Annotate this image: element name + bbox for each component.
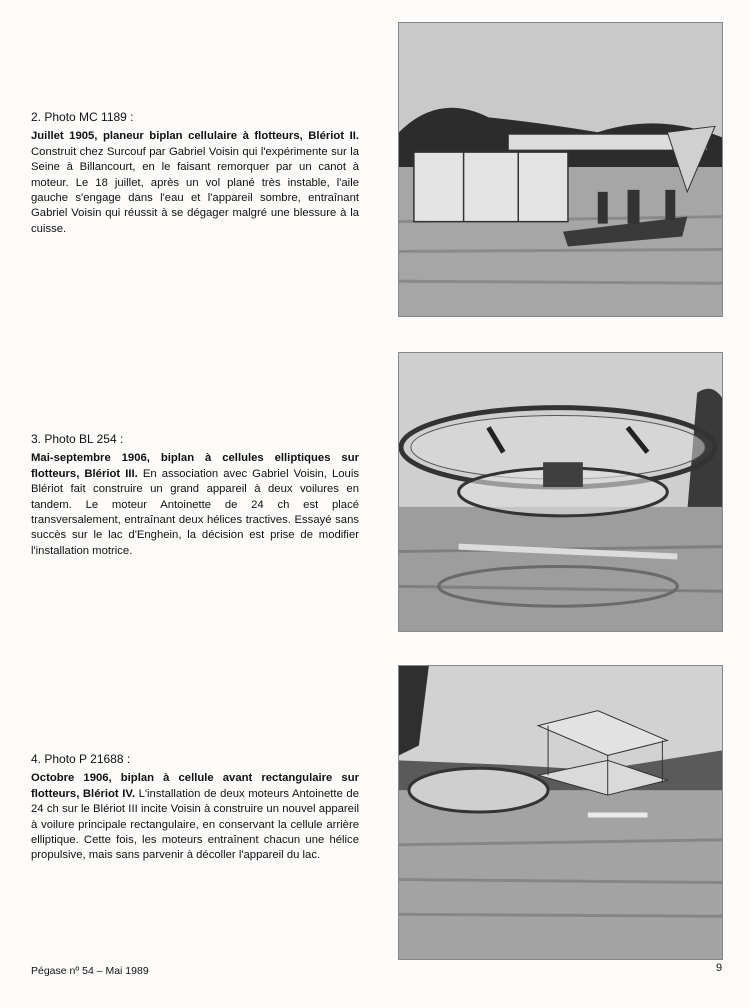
caption-headline: Octobre 1906, biplan à cellule avant rectangulaire sur flotteurs, Blériot IV.	[31, 772, 359, 800]
caption-photo-2	[31, 110, 359, 237]
photo-reference: 2. Photo MC 1189 :	[31, 110, 134, 124]
caption-photo-4	[31, 752, 359, 864]
caption-body: En association avec Gabriel Voisin, Louis Blériot fait construire un grand appareil à deux voilures en tandem. Le moteur Antoinette de 24 ch est placé transversalement, entraînant deux hélices tractives. Essayé sans succès sur le lac d'Enghein, la décision est prise de modifier l'installation motrice.	[31, 467, 359, 557]
photo-bleriot-iv	[398, 665, 723, 960]
page-number: 9	[716, 962, 723, 974]
publication-footer: Pégase nº 54 – Mai 1989	[31, 965, 149, 977]
photo-bleriot-ii	[398, 22, 723, 317]
caption-body: Construit chez Surcouf par Gabriel Voisin qui l'expérimente sur la Seine à Billancourt, en le faisant remorquer par un canot à moteur. Le 18 juillet, après un vol plané très instable, l'aile gauche s'engage dans l'eau et l'appareil sombre, entraînant Gabriel Voisin qui réussit à se dégager malgré une blessure à la cuisse.	[31, 145, 359, 235]
photo-reference: 3. Photo BL 254 :	[31, 432, 124, 446]
caption-photo-3	[31, 432, 359, 559]
caption-headline: Mai-septembre 1906, biplan à cellules elliptiques sur flotteurs, Blériot III.	[31, 452, 359, 480]
photo-bleriot-iii	[398, 352, 723, 632]
caption-headline: Juillet 1905, planeur biplan cellulaire à flotteurs, Blériot II.	[31, 130, 359, 143]
photo-reference: 4. Photo P 21688 :	[31, 752, 131, 766]
caption-body: L'installation de deux moteurs Antoinette de 24 ch sur le Blériot III incite Voisin à construire un nouvel appareil à voilure principale rectangulaire, en conservant la cellule arrière elliptique. Cette fois, les moteurs entraînent chacun une hélice propulsive, mais sans parvenir à décoller l'appareil du lac.	[31, 787, 359, 862]
